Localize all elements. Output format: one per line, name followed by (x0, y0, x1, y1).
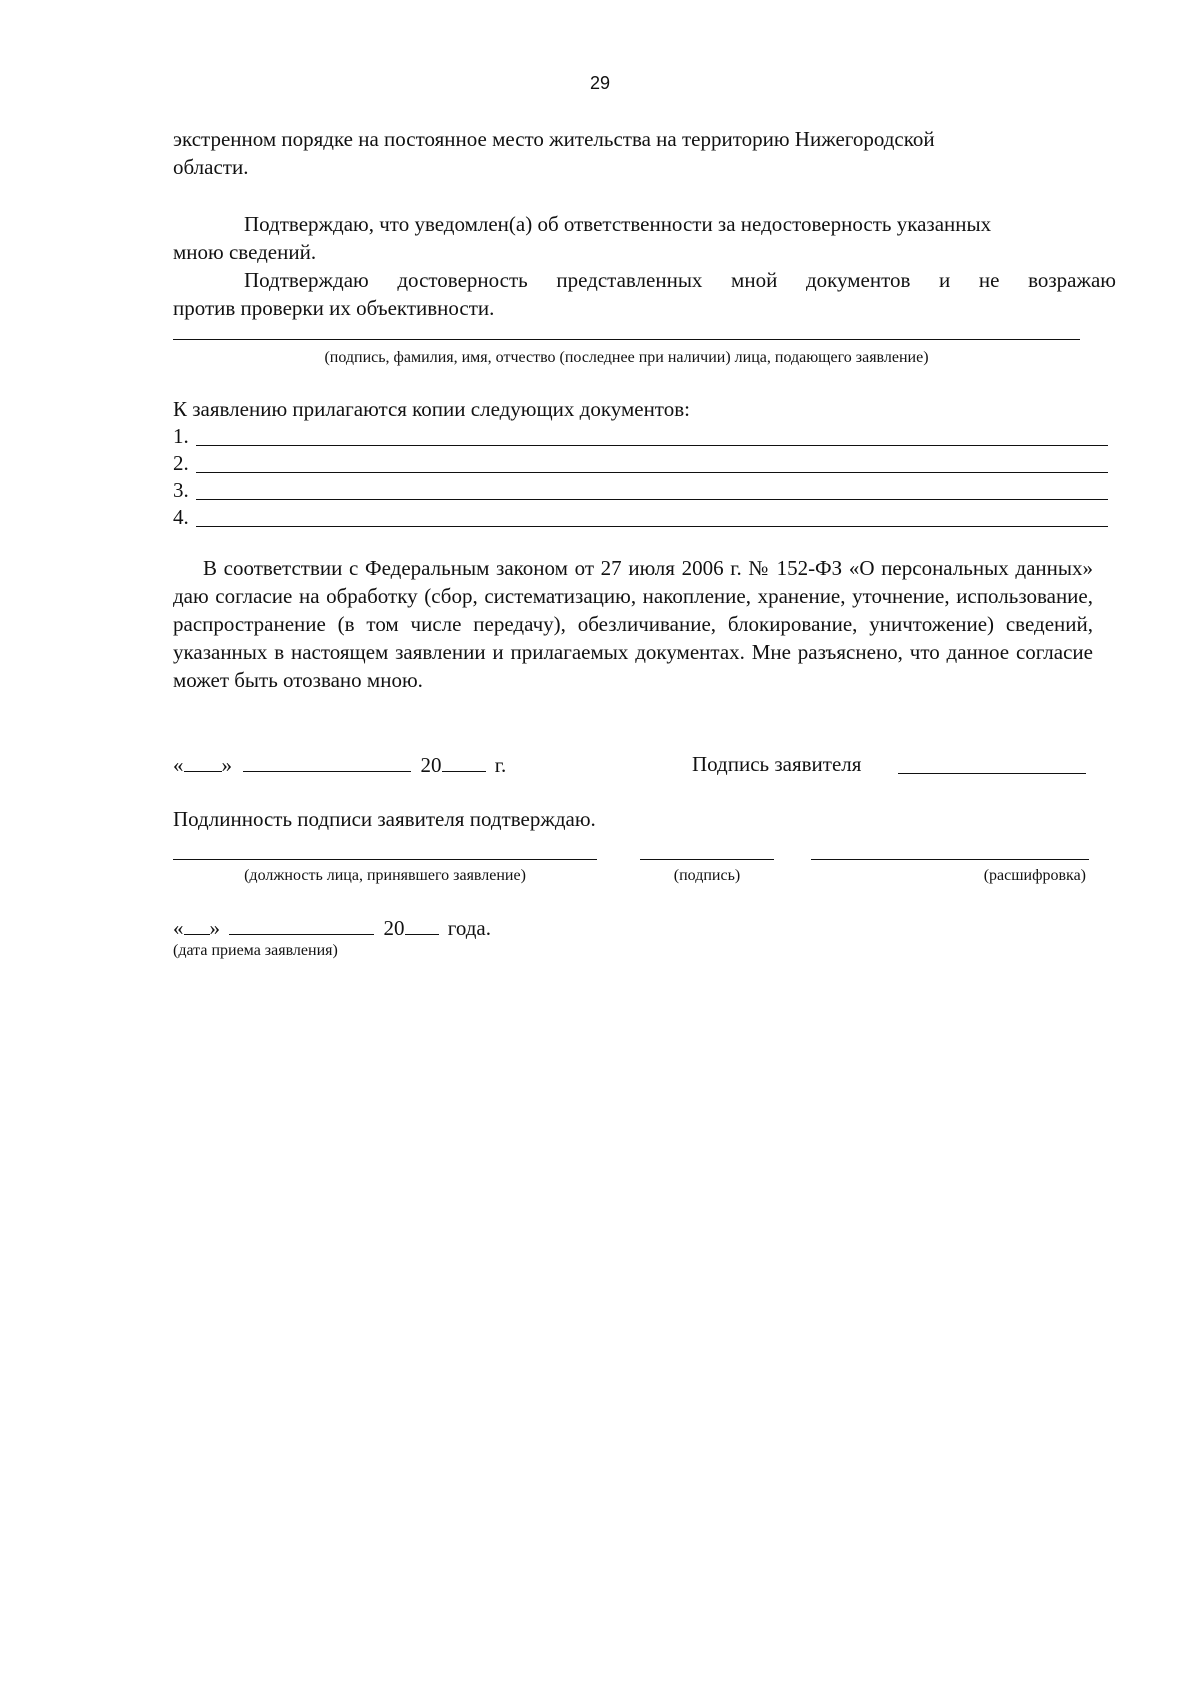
consent-paragraph: В соответствии с Федеральным законом от 27 июля 2006 г. № 152-ФЗ «О персональных данных» даю согласие на обработку (сбор, систематизацию, накопление, хранение, уточнение, использование, распространение (в том числе передачу), обезличивание, блокирование, уничтожение) сведений, указанных в настоящем заявлении и прилагаемых документах. Мне разъяснено, что данное согласие может быть отозвано мною. (173, 556, 1093, 692)
caption-signature: (подпись) (673, 867, 741, 884)
attachment-line-1 (196, 445, 1108, 446)
decoding-rule (811, 859, 1089, 860)
receipt-century: 20 (383, 916, 405, 940)
page-number: 29 (589, 73, 611, 93)
receipt-date-caption: (дата приема заявления) (173, 942, 338, 959)
position-rule (173, 859, 597, 860)
confirm1-line-2: мною сведений. (173, 240, 317, 264)
confirm2-line-2: против проверки их объективности. (173, 296, 495, 320)
receipt-year-blank (405, 914, 439, 935)
attachment-line-4 (196, 526, 1108, 527)
caption-decoding: (расшифровка) (983, 867, 1086, 884)
receipt-date-line (173, 914, 491, 942)
caption-position: (должность лица, принявшего заявление) (244, 867, 526, 884)
attachment-number-4: 4. (173, 505, 189, 529)
date-century: 20 (420, 753, 442, 777)
application-date-line (173, 751, 506, 779)
attachment-number-2: 2. (173, 451, 189, 475)
signature-rule (640, 859, 774, 860)
date-close-quote: » (221, 753, 232, 777)
confirm1-line-1: Подтверждаю, что уведомлен(а) об ответственности за недостоверность указанных (244, 212, 992, 236)
day-blank (184, 751, 222, 772)
intro-line-2: области. (173, 155, 249, 179)
applicant-signature-rule (173, 339, 1080, 340)
attachments-heading: К заявлению прилагаются копии следующих документов: (173, 397, 690, 421)
receipt-open-quote: « (173, 916, 184, 940)
date-year-suffix: г. (494, 753, 507, 777)
year-blank (442, 751, 486, 772)
receipt-month-blank (229, 914, 374, 935)
intro-line-1: экстренном порядке на постоянное место жительства на территорию Нижегородской (173, 127, 935, 151)
signature-caption: (подпись, фамилия, имя, отчество (последнее при наличии) лица, подающего заявление) (324, 349, 929, 366)
attachment-line-3 (196, 499, 1108, 500)
attachment-number-1: 1. (173, 424, 189, 448)
receipt-close-quote: » (209, 916, 220, 940)
applicant-signature-blank (898, 773, 1086, 774)
authenticity-text: Подлинность подписи заявителя подтверждаю. (173, 807, 596, 831)
applicant-signature-label: Подпись заявителя (692, 752, 862, 776)
month-blank (243, 751, 411, 772)
receipt-day-blank (184, 914, 210, 935)
date-open-quote: « (173, 753, 184, 777)
receipt-suffix: года. (447, 916, 491, 940)
attachment-line-2 (196, 472, 1108, 473)
confirm2-line-1: Подтверждаю достоверность представленных мной документов и не возражаю (244, 268, 1116, 292)
attachment-number-3: 3. (173, 478, 189, 502)
